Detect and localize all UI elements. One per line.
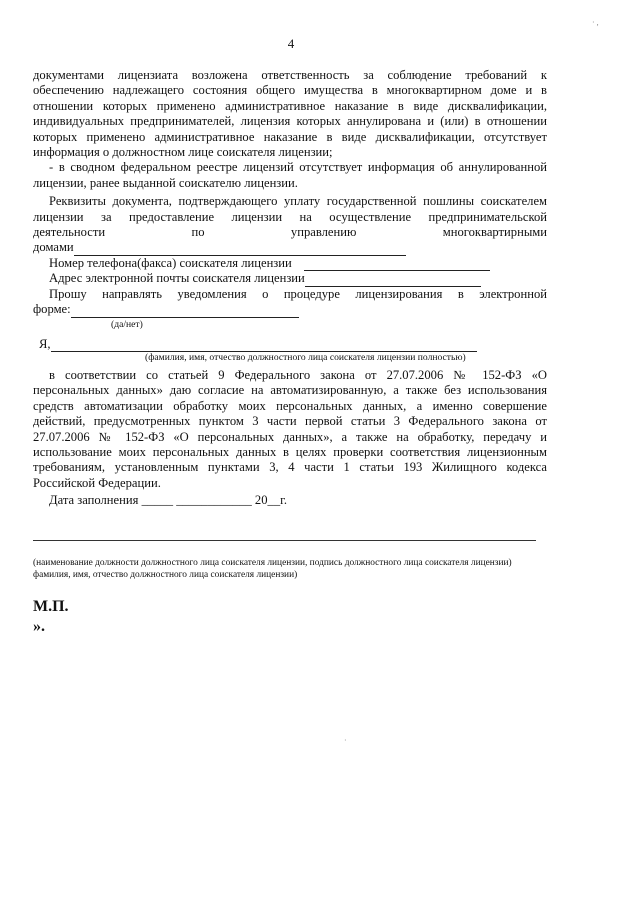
- notify-label: форме:: [33, 302, 71, 317]
- phone-blank[interactable]: [304, 259, 490, 271]
- text-line: деятельности по управлению многоквартирными: [33, 225, 547, 240]
- paragraph-responsibility: [33, 68, 547, 160]
- text-line: в соответствии со статьей 9 Федерального закона от 27.07.2006 № 152-ФЗ «О: [49, 367, 547, 382]
- document-body: [33, 68, 547, 509]
- text-line: информация о должностном лице соискателя лицензии;: [33, 145, 333, 160]
- email-label: Адрес электронной почты соискателя лицензии: [49, 271, 305, 286]
- text-line: использование моих персональных данных в целях проверки соответствия лицензионным: [33, 444, 547, 459]
- date-year-prefix: 20: [254, 493, 268, 508]
- fee-details-blank[interactable]: [74, 244, 406, 256]
- notify-blank[interactable]: [71, 306, 299, 318]
- declarant-caption: (фамилия, имя, отчество должностного лица соискателя лицензии полностью): [145, 351, 466, 363]
- date-year-blank[interactable]: __: [267, 493, 281, 508]
- text-line: 27.07.2006 № 152-ФЗ «О персональных данных», а также на обработку, передачу и: [33, 429, 547, 444]
- page-number: 4: [287, 36, 295, 51]
- declarant-block: [33, 337, 547, 363]
- text-line: Прошу направлять уведомления о процедуре лицензирования в электронной: [49, 286, 547, 301]
- date-field: [33, 493, 547, 508]
- closing-quote-mark: ».: [33, 618, 45, 635]
- signature-caption-line: (наименование должности должностного лица соискателя лицензии, подпись должностного лица соискателя лицензии): [33, 558, 512, 568]
- paragraph-consent: [33, 368, 547, 491]
- text-line: лицензии за предоставление лицензии на осуществление предпринимательской: [33, 209, 547, 224]
- text-line: обеспечению надлежащего состояния общего имущества в многоквартирном доме и в: [33, 83, 547, 98]
- date-year-suffix: г.: [280, 493, 288, 508]
- date-day-blank[interactable]: _____: [141, 493, 174, 508]
- text-line: отношении которых применено административное наказание в виде дисквалификации,: [33, 98, 547, 113]
- phone-label: Номер телефона(факса) соискателя лицензии: [49, 255, 292, 270]
- text-line: Российской Федерации.: [33, 475, 161, 490]
- signature-caption-line: фамилия, имя, отчество должностного лица соискателя лицензии): [33, 570, 298, 581]
- paragraph-fee-details: [33, 194, 547, 256]
- email-field: [33, 271, 547, 286]
- stamp-place-label: М.П.: [33, 598, 69, 615]
- notify-caption: (да/нет): [111, 318, 143, 330]
- paragraph-registry: [33, 160, 547, 191]
- text-line: которых применено административное наказание в виде дисквалификации, отсутствует: [33, 129, 547, 144]
- email-blank[interactable]: [305, 275, 481, 287]
- scan-artifact-corner: · ,: [592, 18, 599, 27]
- text-line: документами лицензиата возложена ответственность за соблюдение требований к: [33, 68, 547, 82]
- declarant-blank[interactable]: [51, 340, 477, 352]
- signature-caption: [33, 557, 553, 581]
- text-line: средств автоматизации обработку моих персональных данных, а именно совершение: [33, 398, 547, 413]
- text-line: действий, предусмотренных пунктом 3 части первой статьи 3 Федерального закона от: [33, 414, 547, 429]
- declarant-label: Я,: [39, 336, 51, 351]
- text-line: - в сводном федеральном реестре лицензий отсутствует информация об аннулированной: [49, 160, 547, 175]
- fee-details-field: [33, 240, 547, 255]
- text-line: персональных данных» даю согласие на автоматизированную, а также без использования: [33, 383, 547, 398]
- declarant-field: [33, 337, 547, 352]
- fee-details-label: домами: [33, 240, 74, 255]
- notify-field: [33, 302, 547, 317]
- text-line: Реквизиты документа, подтверждающего уплату государственной пошлины соискателем: [49, 194, 547, 209]
- signature-line[interactable]: [33, 540, 536, 541]
- text-line: лицензии, ранее выданной соискателю лицензии.: [33, 175, 298, 190]
- scan-artifact-dot: ·: [344, 736, 347, 745]
- text-line: индивидуальных предпринимателей, лицензия которых аннулирована и (или) в отношении: [33, 114, 547, 129]
- phone-field: [33, 256, 547, 271]
- notification-preference: [33, 287, 547, 330]
- date-label: Дата заполнения: [49, 493, 139, 508]
- text-line: требованиям, установленным пунктами 3, 4 части 1 статьи 193 Жилищного кодекса: [33, 460, 547, 475]
- date-month-blank[interactable]: ____________: [176, 493, 252, 508]
